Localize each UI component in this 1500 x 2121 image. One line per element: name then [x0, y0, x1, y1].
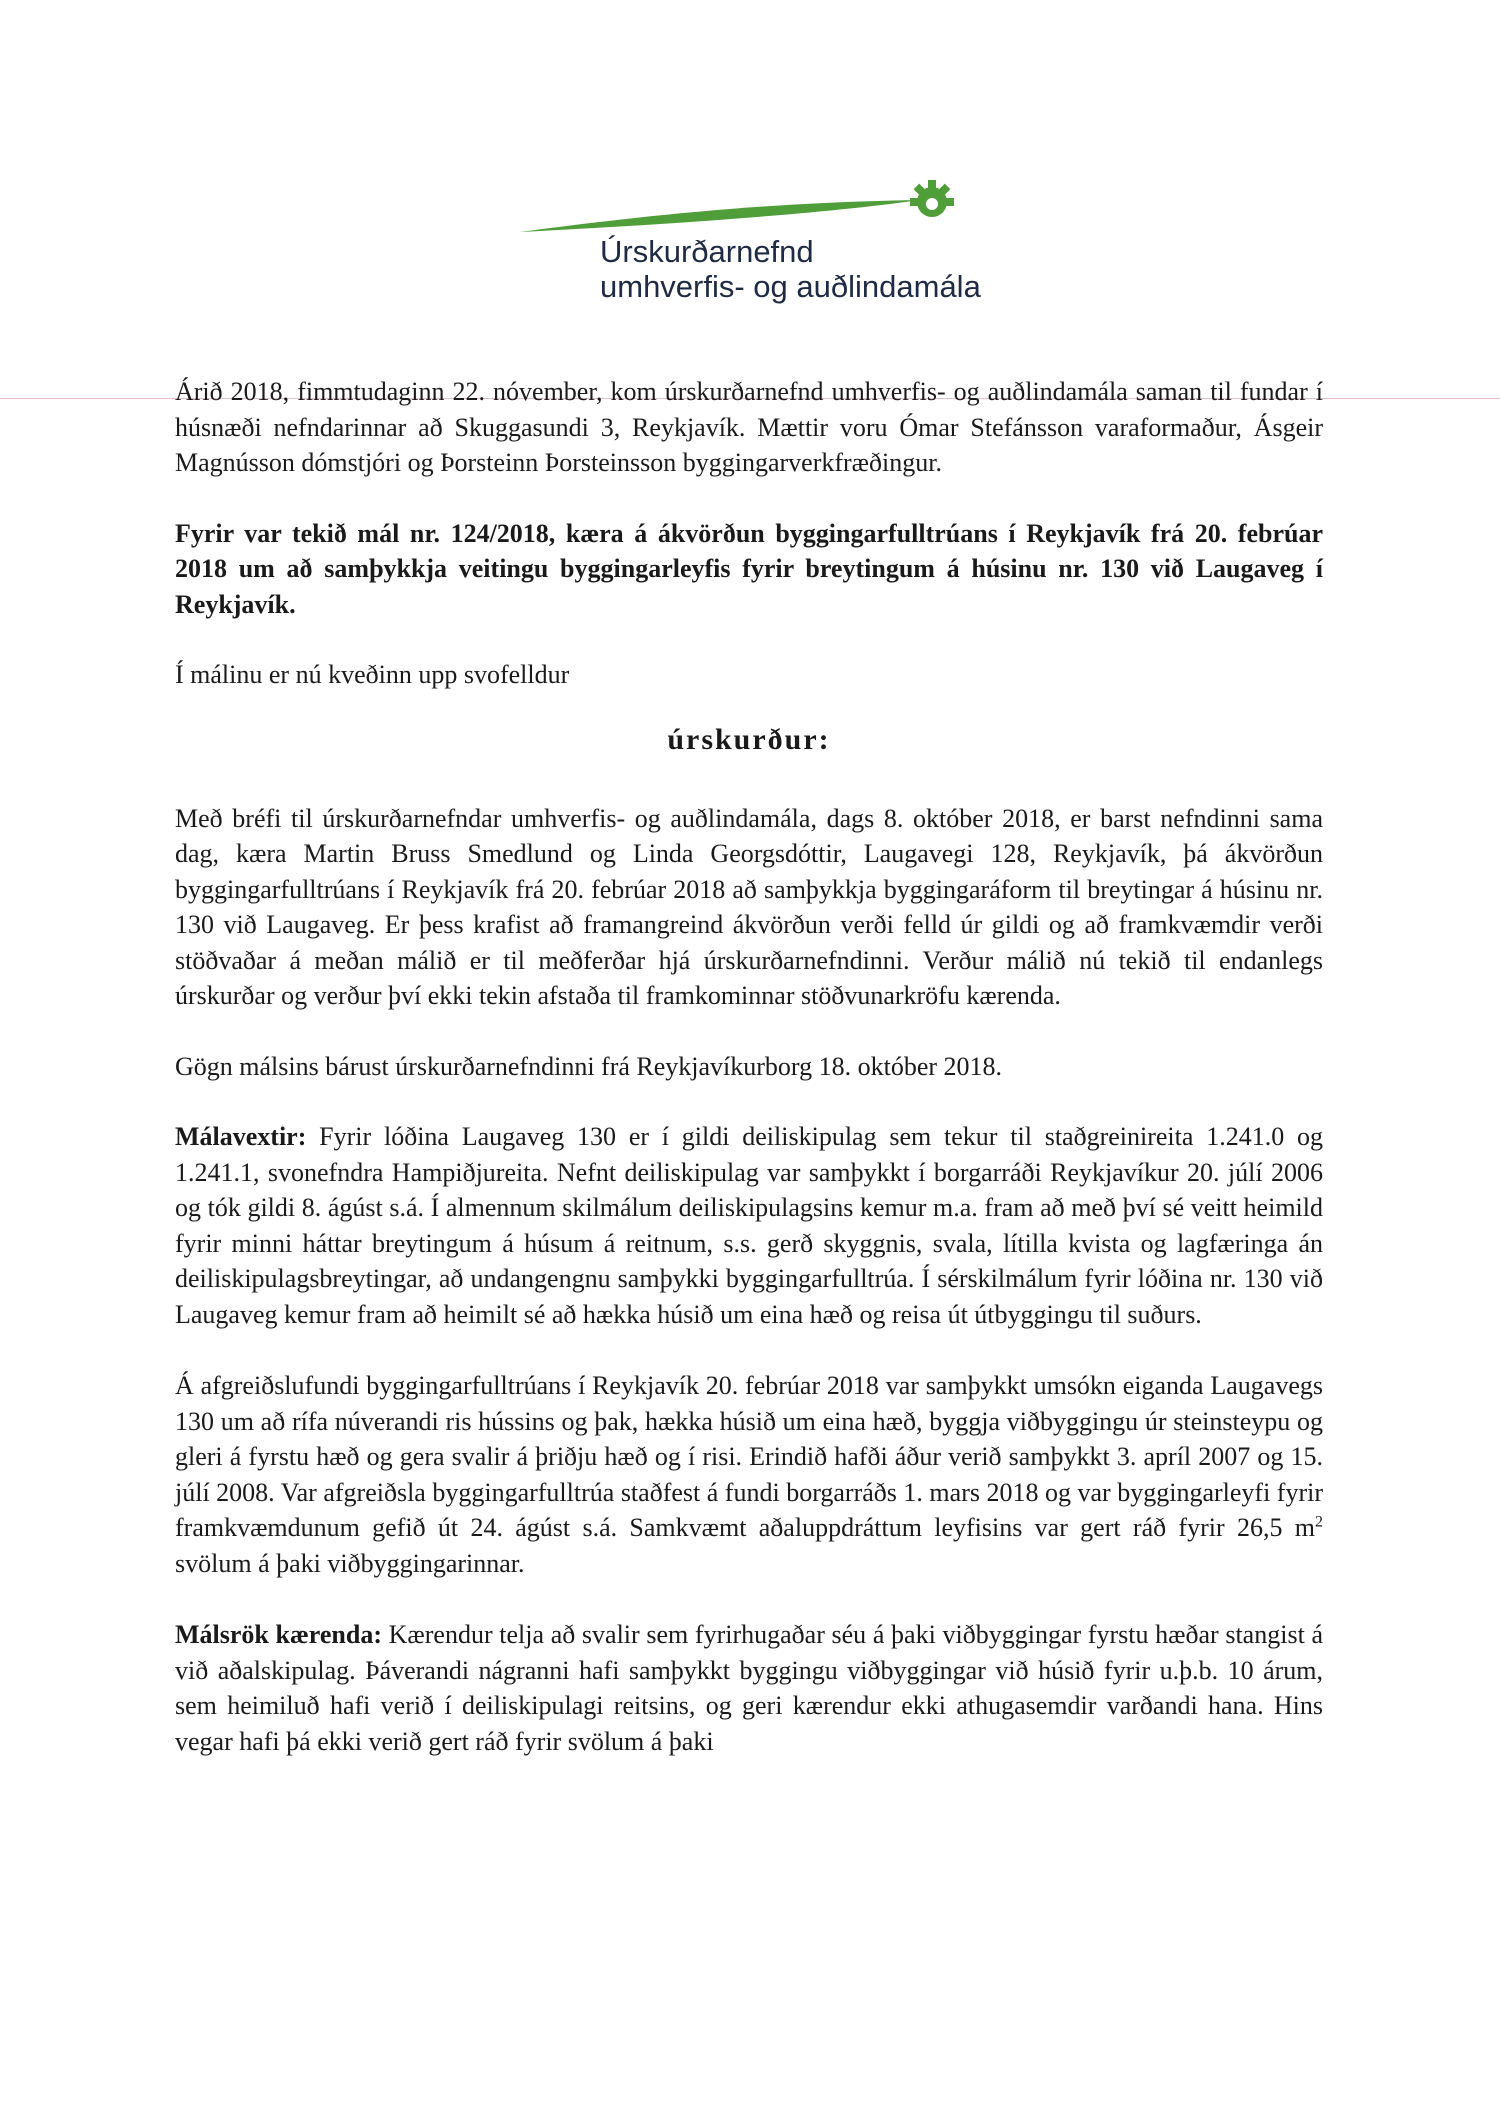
complaint-paragraph: Með bréfi til úrskurðarnefndar umhverfis- og auðlindamála, dags 8. október 2018, er barst nefndinni sama dag, kæra Martin Bruss Smedlund og Linda Georgsdóttir, Laugavegi 128, Reykjavík, þá ákvörðun byggingarfulltrúans í Reykjavík frá 20. febrúar 2018 að samþykkja byggingaráform til breytingar á húsinu nr. 130 við Laugaveg. Er þess krafist að framangreind ákvörðun verði felld úr gildi og að framkvæmdir verði stöðvaðar á meðan málið er til meðferðar hjá úrskurðarnefndinni. Verður málið nú tekið til endanlegs úrskurðar og verður því ekki tekin afstaða til framkominnar stöðvunarkröfu kærenda.	[175, 803, 1323, 1010]
permit-paragraph	[175, 1368, 1323, 1581]
arguments-heading: Málsrök kærenda:	[175, 1620, 382, 1649]
arguments-text: Kærendur telja að svalir sem fyrirhugaðar séu á þaki viðbyggingar fyrstu hæðar stangist á við aðalskipulag. Þáverandi nágranni hafi samþykkt byggingu viðbyggingar við húsið fyrir u.þ.b. 10 árum, sem heimiluð hafi verið í deiliskipulagi reitsins, og geri kærendur ekki athugasemdir varðandi hana. Hins vegar hafi þá ekki verið gert ráð fyrir svölum á þaki	[175, 1620, 1324, 1756]
letterhead	[520, 180, 1040, 310]
organization-name	[600, 234, 981, 304]
case-paragraph: Fyrir var tekið mál nr. 124/2018, kæra á ákvörðun byggingarfulltrúans í Reykjavík frá 20. febrúar 2018 um að samþykkja veitingu byggingarleyfis fyrir breytingum á húsinu nr. 130 við Laugaveg í Reykjavík.	[175, 518, 1323, 619]
facts-paragraph	[175, 1119, 1323, 1332]
org-name-line1: Úrskurðarnefnd	[600, 234, 814, 269]
arguments-paragraph	[175, 1617, 1323, 1759]
org-name-line2: umhverfis- og auðlindamála	[600, 269, 981, 304]
area-superscript: 2	[1315, 1513, 1324, 1531]
document-body	[175, 374, 1323, 1759]
ruling-intro: Í málinu er nú kveðinn upp svofelldur	[175, 660, 570, 689]
ruling-title: úrskurður:	[667, 722, 831, 756]
permit-text-end: svölum á þaki viðbyggingarinnar.	[175, 1548, 525, 1578]
area-value: 26,5 m	[1236, 1513, 1316, 1542]
documents-paragraph: Gögn málsins bárust úrskurðarnefndinni frá Reykjavíkurborg 18. október 2018.	[175, 1051, 1003, 1081]
facts-heading: Málavextir:	[175, 1122, 307, 1151]
facts-text: Fyrir lóðina Laugaveg 130 er í gildi deiliskipulag sem tekur til staðgreinireita 1.241.0 og 1.241.1, svonefndra Hampiðjureita. Nefnt deiliskipulag var samþykkt í borgarráði Reykjavíkur 20. júlí 2006 og tók gildi 8. ágúst s.á. Í almennum skilmálum deiliskipulagsins kemur m.a. fram að með því sé veitt heimild fyrir minni háttar breytingum á húsum á reitnum, s.s. gerð skyggnis, svala, lítilla kvista og lagfæringa án deiliskipulagsbreytingar, að undangengnu samþykki byggingarfulltrúa. Í sérskilmálum fyrir lóðina nr. 130 við Laugaveg kemur fram að heimilt sé að hækka húsið um eina hæð og reisa út útbyggingu til suðurs.	[175, 1122, 1323, 1329]
meeting-paragraph: Árið 2018, fimmtudaginn 22. nóvember, kom úrskurðarnefnd umhverfis- og auðlindamála saman til fundar í húsnæði nefndarinnar að Skuggasundi 3, Reykjavík. Mættir voru Ómar Stefánsson varaformaður, Ásgeir Magnússon dómstjóri og Þorsteinn Þorsteinsson byggingarverkfræðingur.	[175, 377, 1323, 477]
logo-swoosh-gear-icon	[520, 180, 980, 240]
permit-text: Á afgreiðslufundi byggingarfulltrúans í Reykjavík 20. febrúar 2018 var samþykkt umsókn eiganda Laugavegs 130 um að rífa núverandi ris hússins og þak, hækka húsið um eina hæð, byggja viðbyggingu úr steinsteypu og gleri á fyrstu hæð og gera svalir á þriðju hæð og í risi. Erindið hafði áður verið samþykkt 3. apríl 2007 og 15. júlí 2008. Var afgreiðsla byggingarfulltrúa staðfest á fundi borgarráðs 1. mars 2018 og var byggingarleyfi fyrir framkvæmdunum gefið út 24. ágúst s.á. Samkvæmt aðaluppdráttum leyfisins var gert ráð fyrir	[175, 1371, 1323, 1542]
